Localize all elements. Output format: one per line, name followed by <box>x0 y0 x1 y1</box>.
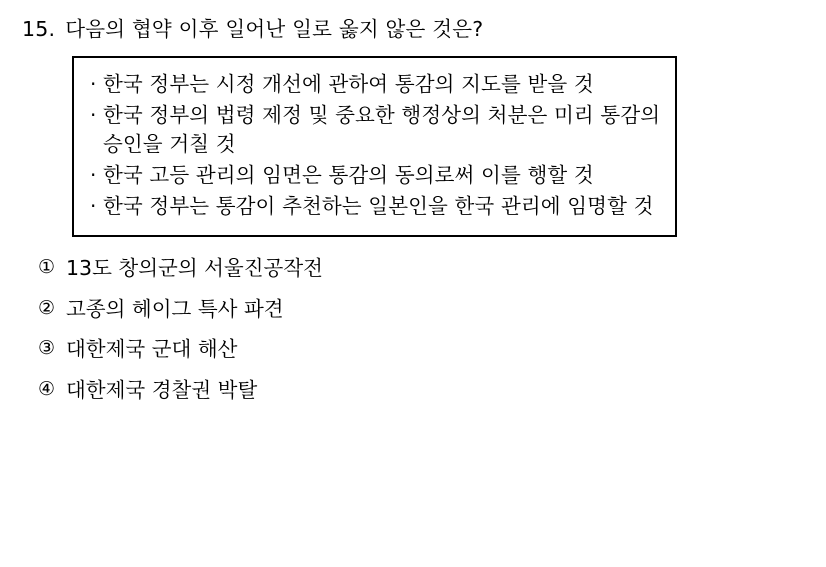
choice-label: 고종의 헤이그 특사 파견 <box>66 296 284 321</box>
choice-option-1[interactable] <box>38 255 826 282</box>
excerpt-item-text: 한국 고등 관리의 임면은 통감의 동의로써 이를 행할 것 <box>103 162 594 187</box>
bullet-icon: · <box>90 71 97 96</box>
question-text: 다음의 협약 이후 일어난 일로 옳지 않은 것은? <box>65 17 484 41</box>
bullet-icon: · <box>90 194 97 219</box>
excerpt-item-text: 한국 정부는 통감이 추천하는 일본인을 한국 관리에 임명할 것 <box>103 194 654 219</box>
bullet-icon: · <box>90 162 97 187</box>
choice-option-4[interactable] <box>38 377 826 404</box>
answer-choices <box>38 255 826 404</box>
choice-marker-icon: ④ <box>38 378 56 401</box>
question-number: 15. <box>22 17 56 41</box>
choice-marker-icon: ② <box>38 296 56 319</box>
choice-label: 대한제국 경찰권 박탈 <box>66 378 258 403</box>
choice-marker-icon: ③ <box>38 337 56 360</box>
bullet-icon: · <box>90 102 97 127</box>
excerpt-item-text: 한국 정부는 시정 개선에 관하여 통감의 지도를 받을 것 <box>103 71 594 96</box>
excerpt-item <box>90 70 661 99</box>
question-stem <box>0 0 826 43</box>
excerpt-item <box>90 192 661 221</box>
excerpt-item <box>90 161 661 190</box>
excerpt-box <box>72 56 677 238</box>
choice-option-3[interactable] <box>38 336 826 363</box>
choice-label: 대한제국 군대 해산 <box>66 337 238 362</box>
choice-marker-icon: ① <box>38 256 56 279</box>
choice-option-2[interactable] <box>38 296 826 323</box>
excerpt-item-text: 한국 정부의 법령 제정 및 중요한 행정상의 처분은 미리 통감의 승인을 거칠 것 <box>103 102 661 156</box>
choice-label: 13도 창의군의 서울진공작전 <box>66 256 323 281</box>
excerpt-item <box>90 101 661 159</box>
